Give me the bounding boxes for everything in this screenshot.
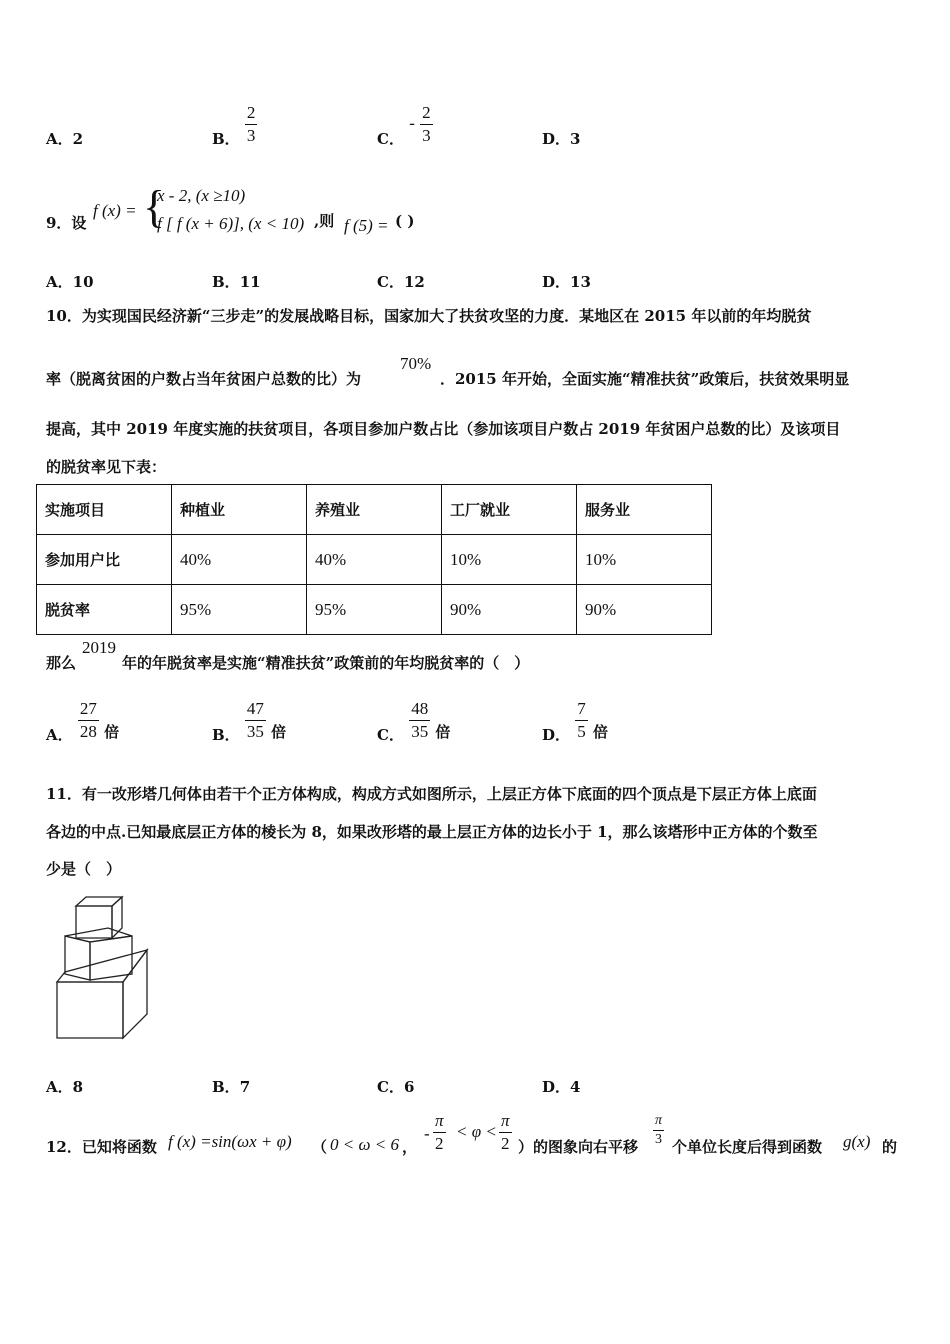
q12-comma: ， (402, 1138, 418, 1156)
bottom-cube-side (123, 950, 147, 1038)
q10-option-a: A． $\frac{27}{28}$ 倍 (46, 699, 120, 744)
q8-option-b-fraction (245, 102, 258, 147)
q12-pi-over-3: $\frac{\pi}{3}$ (655, 1113, 663, 1147)
q9-left-brace: { (143, 181, 166, 232)
q9-case-1: x - 2, (x ≥10) (157, 186, 246, 205)
q12-minus: - (424, 1124, 430, 1143)
q11-option-d: D．4 (542, 1078, 581, 1096)
q12-pi-over-2: $\frac{\pi}{2}$ (501, 1111, 510, 1153)
q9-option-b: B．11 (212, 273, 261, 291)
q12-function: f (x) =sin(ωx + φ) (168, 1132, 292, 1151)
middle-cube-front-left (65, 936, 90, 980)
q8-option-d-value: 3 (570, 130, 581, 148)
q12-shift-lead: ）的图象向右平移 (518, 1138, 639, 1156)
q11-option-a: A．8 (46, 1078, 84, 1096)
table-header-cell: 工厂就业 (442, 485, 577, 535)
table-row-label: 脱贫率 (37, 585, 172, 635)
table-row-label: 参加用户比 (37, 535, 172, 585)
bottom-cube-top (57, 950, 147, 982)
q12-lead: 12．已知将函数 (46, 1138, 157, 1156)
q8-option-c-label: C． (377, 130, 404, 148)
top-cube-top (76, 897, 122, 906)
table-header-cell: 养殖业 (307, 485, 442, 535)
q12-phi-bounds: < φ < (456, 1122, 497, 1141)
q10-line-2b: ．2015 年开始，全面实施“精准扶贫”政策后，扶贫效果明显 (440, 370, 850, 388)
q12-shift-text: 个单位长度后得到函数 (672, 1138, 823, 1156)
q10-ask-a: 那么 (46, 654, 77, 672)
q10-line-2a: 率（脱离贫困的户数占当年贫困户总数的比）为 (46, 370, 362, 388)
q8-option-b-label: B． (212, 130, 240, 148)
q12-neg-pi-over-2: $\frac{\pi}{2}$ (435, 1111, 444, 1153)
q11-line-3: 少是（ ） (46, 860, 122, 878)
q10-line-4: 的脱贫率见下表： (46, 458, 167, 476)
q8-option-c-denominator: 3 (422, 126, 431, 145)
table-header-row (37, 485, 712, 535)
q10-poverty-table (36, 484, 712, 635)
middle-cube-top (65, 928, 132, 942)
tower-of-cubes-figure (50, 892, 154, 1042)
q8-option-a-label: A． (46, 130, 73, 148)
table-header-cell: 种植业 (172, 485, 307, 535)
q11-option-b: B．7 (212, 1078, 251, 1096)
q9-option-d: D．13 (542, 273, 591, 291)
table-cell: 90% (577, 585, 712, 635)
q9-then: ,则 (314, 212, 335, 230)
q8-option-b-numerator: 2 (245, 102, 258, 125)
q8-option-a-value: 2 (72, 130, 84, 148)
q11-line-1: 11．有一改形塔几何体由若干个正方体构成，构成方式如图所示，上层正方体下底面的四个顶点是下层正方体上底面 (46, 785, 817, 803)
q11-option-c: C．6 (377, 1078, 415, 1096)
q10-option-c: C． $\frac{48}{35}$ 倍 (377, 699, 451, 744)
table-cell: 90% (442, 585, 577, 635)
table-cell: 40% (172, 535, 307, 585)
q10-line-1: 10．为实现国民经济新“三步走”的发展战略目标，国家加大了扶贫攻坚的力度．某地区在 2015 年以前的年均脱贫 (46, 307, 812, 325)
q10-option-d: D． $\frac{7}{5}$ 倍 (542, 699, 608, 744)
bottom-cube-front (57, 982, 123, 1038)
q8-option-b-denominator: 3 (246, 126, 256, 145)
q10-option-b: B． $\frac{47}{35}$ 倍 (212, 699, 287, 744)
q8-option-c-sign: - (409, 113, 415, 133)
table-cell: 40% (307, 535, 442, 585)
q9-function-lhs: f (x) = (93, 201, 137, 220)
table-cell: 10% (442, 535, 577, 585)
middle-cube-front-right (90, 936, 132, 980)
q11-line-2: 各边的中点.已知最底层正方体的棱长为 8，如果改形塔的最上层正方体的边长小于 1，那么该塔形中正方体的个数至 (46, 823, 818, 841)
q8-option-d-label: D． (542, 130, 571, 148)
q10-ask-year: 2019 (82, 638, 116, 657)
table-row (37, 535, 712, 585)
table-cell: 95% (307, 585, 442, 635)
q10-ask-b: 年的年脱贫率是实施“精准扶贫”政策前的年均脱贫率的（ ） (122, 654, 530, 672)
q9-number: 9．设 (46, 214, 87, 232)
q8-option-c-fraction (420, 102, 433, 147)
q9-option-a: A．10 (46, 273, 94, 291)
q9-option-c: C．12 (377, 273, 425, 291)
q12-g-function: g(x) (843, 1132, 871, 1151)
q8-option-c-numerator: 2 (420, 102, 433, 125)
q12-paren-open: （ (312, 1138, 328, 1156)
q12-tail: 的 (882, 1138, 898, 1156)
table-cell: 10% (577, 535, 712, 585)
q9-query: f (5) = (344, 216, 389, 235)
table-header-cell: 服务业 (577, 485, 712, 535)
q10-line-3: 提高，其中 2019 年度实施的扶贫项目，各项目参加户数占比（参加该项目户数占 2019 年贫困户总数的比）及该项目 (46, 420, 841, 438)
q10-baseline-rate: 70% (400, 354, 432, 373)
table-header-cell: 实施项目 (37, 485, 172, 535)
q12-omega-range: 0 < ω < 6 (330, 1135, 399, 1154)
q9-case-2: f [ f (x + 6)], (x < 10) (157, 214, 305, 233)
q9-answer-blank: ( ) (395, 212, 415, 230)
table-row (37, 585, 712, 635)
table-cell: 95% (172, 585, 307, 635)
